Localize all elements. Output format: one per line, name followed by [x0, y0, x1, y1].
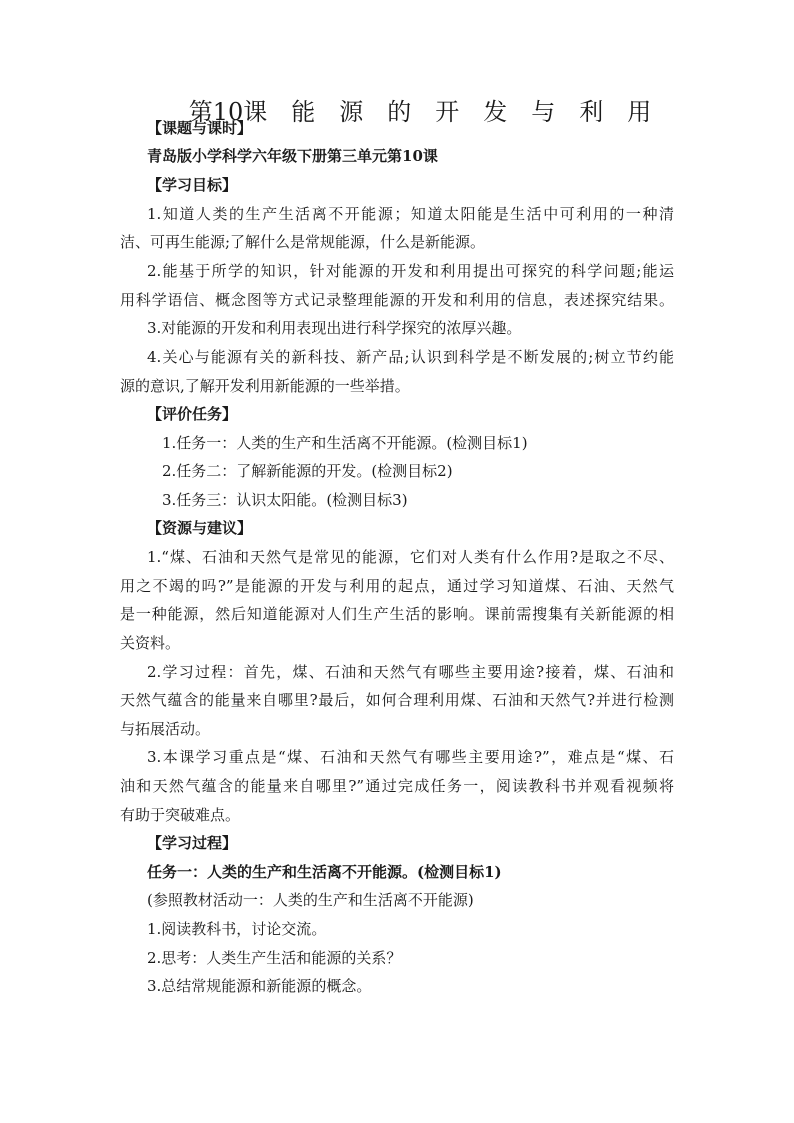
section-heading: 【学习目标】 — [147, 176, 238, 194]
text-line: 与拓展活动。 — [120, 720, 211, 738]
text-line: 任务一：人类的生产和生活离不开能源。(检测目标1) — [147, 863, 502, 881]
text-line: 用之不竭的吗?”是能源的开发与利用的起点，通过学习知道煤、石油、天然气 — [120, 577, 674, 595]
title-part: 用 — [627, 98, 652, 126]
text-line: 1.任务一：人类的生产和生活离不开能源。(检测目标1) — [162, 434, 528, 452]
text-line: 2.思考：人类生产生活和能源的关系？ — [147, 949, 402, 967]
title-part: 利 — [579, 98, 604, 126]
text-line: 2.能基于所学的知识，针对能源的开发和利用提出可探究的科学问题;能运 — [147, 262, 674, 280]
title-part: 开 — [435, 98, 460, 126]
section-heading: 【评价任务】 — [147, 405, 238, 423]
text-line: 有助于突破难点。 — [120, 806, 241, 824]
section-heading: 【资源与建议】 — [147, 519, 253, 537]
text-line: 3.总结常规能源和新能源的概念。 — [147, 977, 372, 995]
title-part: 源 — [339, 98, 364, 126]
text-line: 3.任务三：认识太阳能。(检测目标3) — [162, 491, 408, 509]
text-line: 天然气蕴含的能量来自哪里?最后，如何合理利用煤、石油和天然气?并进行检测 — [120, 691, 674, 709]
text-line: 是一种能源，然后知道能源对人们生产生活的影响。课前需搜集有关新能源的相 — [120, 605, 674, 623]
text-line: 源的意识,了解开发利用新能源的一些举措。 — [120, 377, 410, 395]
text-line: 青岛版小学科学六年级下册第三单元第10课 — [147, 147, 438, 165]
text-line: 油和天然气蕴含的能量来自哪里?”通过完成任务一，阅读教科书并观看视频将 — [120, 777, 674, 795]
section-heading: 【课题与课时】 — [147, 119, 253, 137]
text-line: (参照教材活动一：人类的生产和生活离不开能源) — [147, 891, 474, 909]
text-line: 3.对能源的开发和利用表现出进行科学探究的浓厚兴趣。 — [147, 319, 522, 337]
text-line: 1.“煤、石油和天然气是常见的能源，它们对人类有什么作用?是取之不尽、 — [147, 548, 674, 566]
text-line: 洁、可再生能源;了解什么是常规能源，什么是新能源。 — [120, 233, 486, 251]
text-line: 1.知道人类的生产生活离不开能源；知道太阳能是生活中可利用的一种清 — [147, 205, 674, 223]
text-line: 2.任务二：了解新能源的开发。(检测目标2) — [162, 462, 453, 480]
title-part: 第10课 — [188, 98, 268, 126]
title-part: 发 — [483, 98, 508, 126]
text-line: 关资料。 — [120, 634, 181, 652]
section-heading: 【学习过程】 — [147, 834, 238, 852]
text-line: 1.阅读教科书，讨论交流。 — [147, 920, 327, 938]
title-part: 与 — [531, 98, 556, 126]
title-part: 能 — [291, 98, 316, 126]
text-line: 4.关心与能源有关的新科技、新产品;认识到科学是不断发展的;树立节约能 — [147, 348, 674, 366]
text-line: 3.本课学习重点是“煤、石油和天然气有哪些主要用途?”，难点是“煤、石 — [147, 748, 674, 766]
text-line: 2.学习过程：首先，煤、石油和天然气有哪些主要用途?接着，煤、石油和 — [147, 663, 674, 681]
text-line: 用科学语信、概念图等方式记录整理能源的开发和利用的信息，表述探究结果。 — [120, 291, 674, 309]
title-part: 的 — [387, 98, 412, 126]
